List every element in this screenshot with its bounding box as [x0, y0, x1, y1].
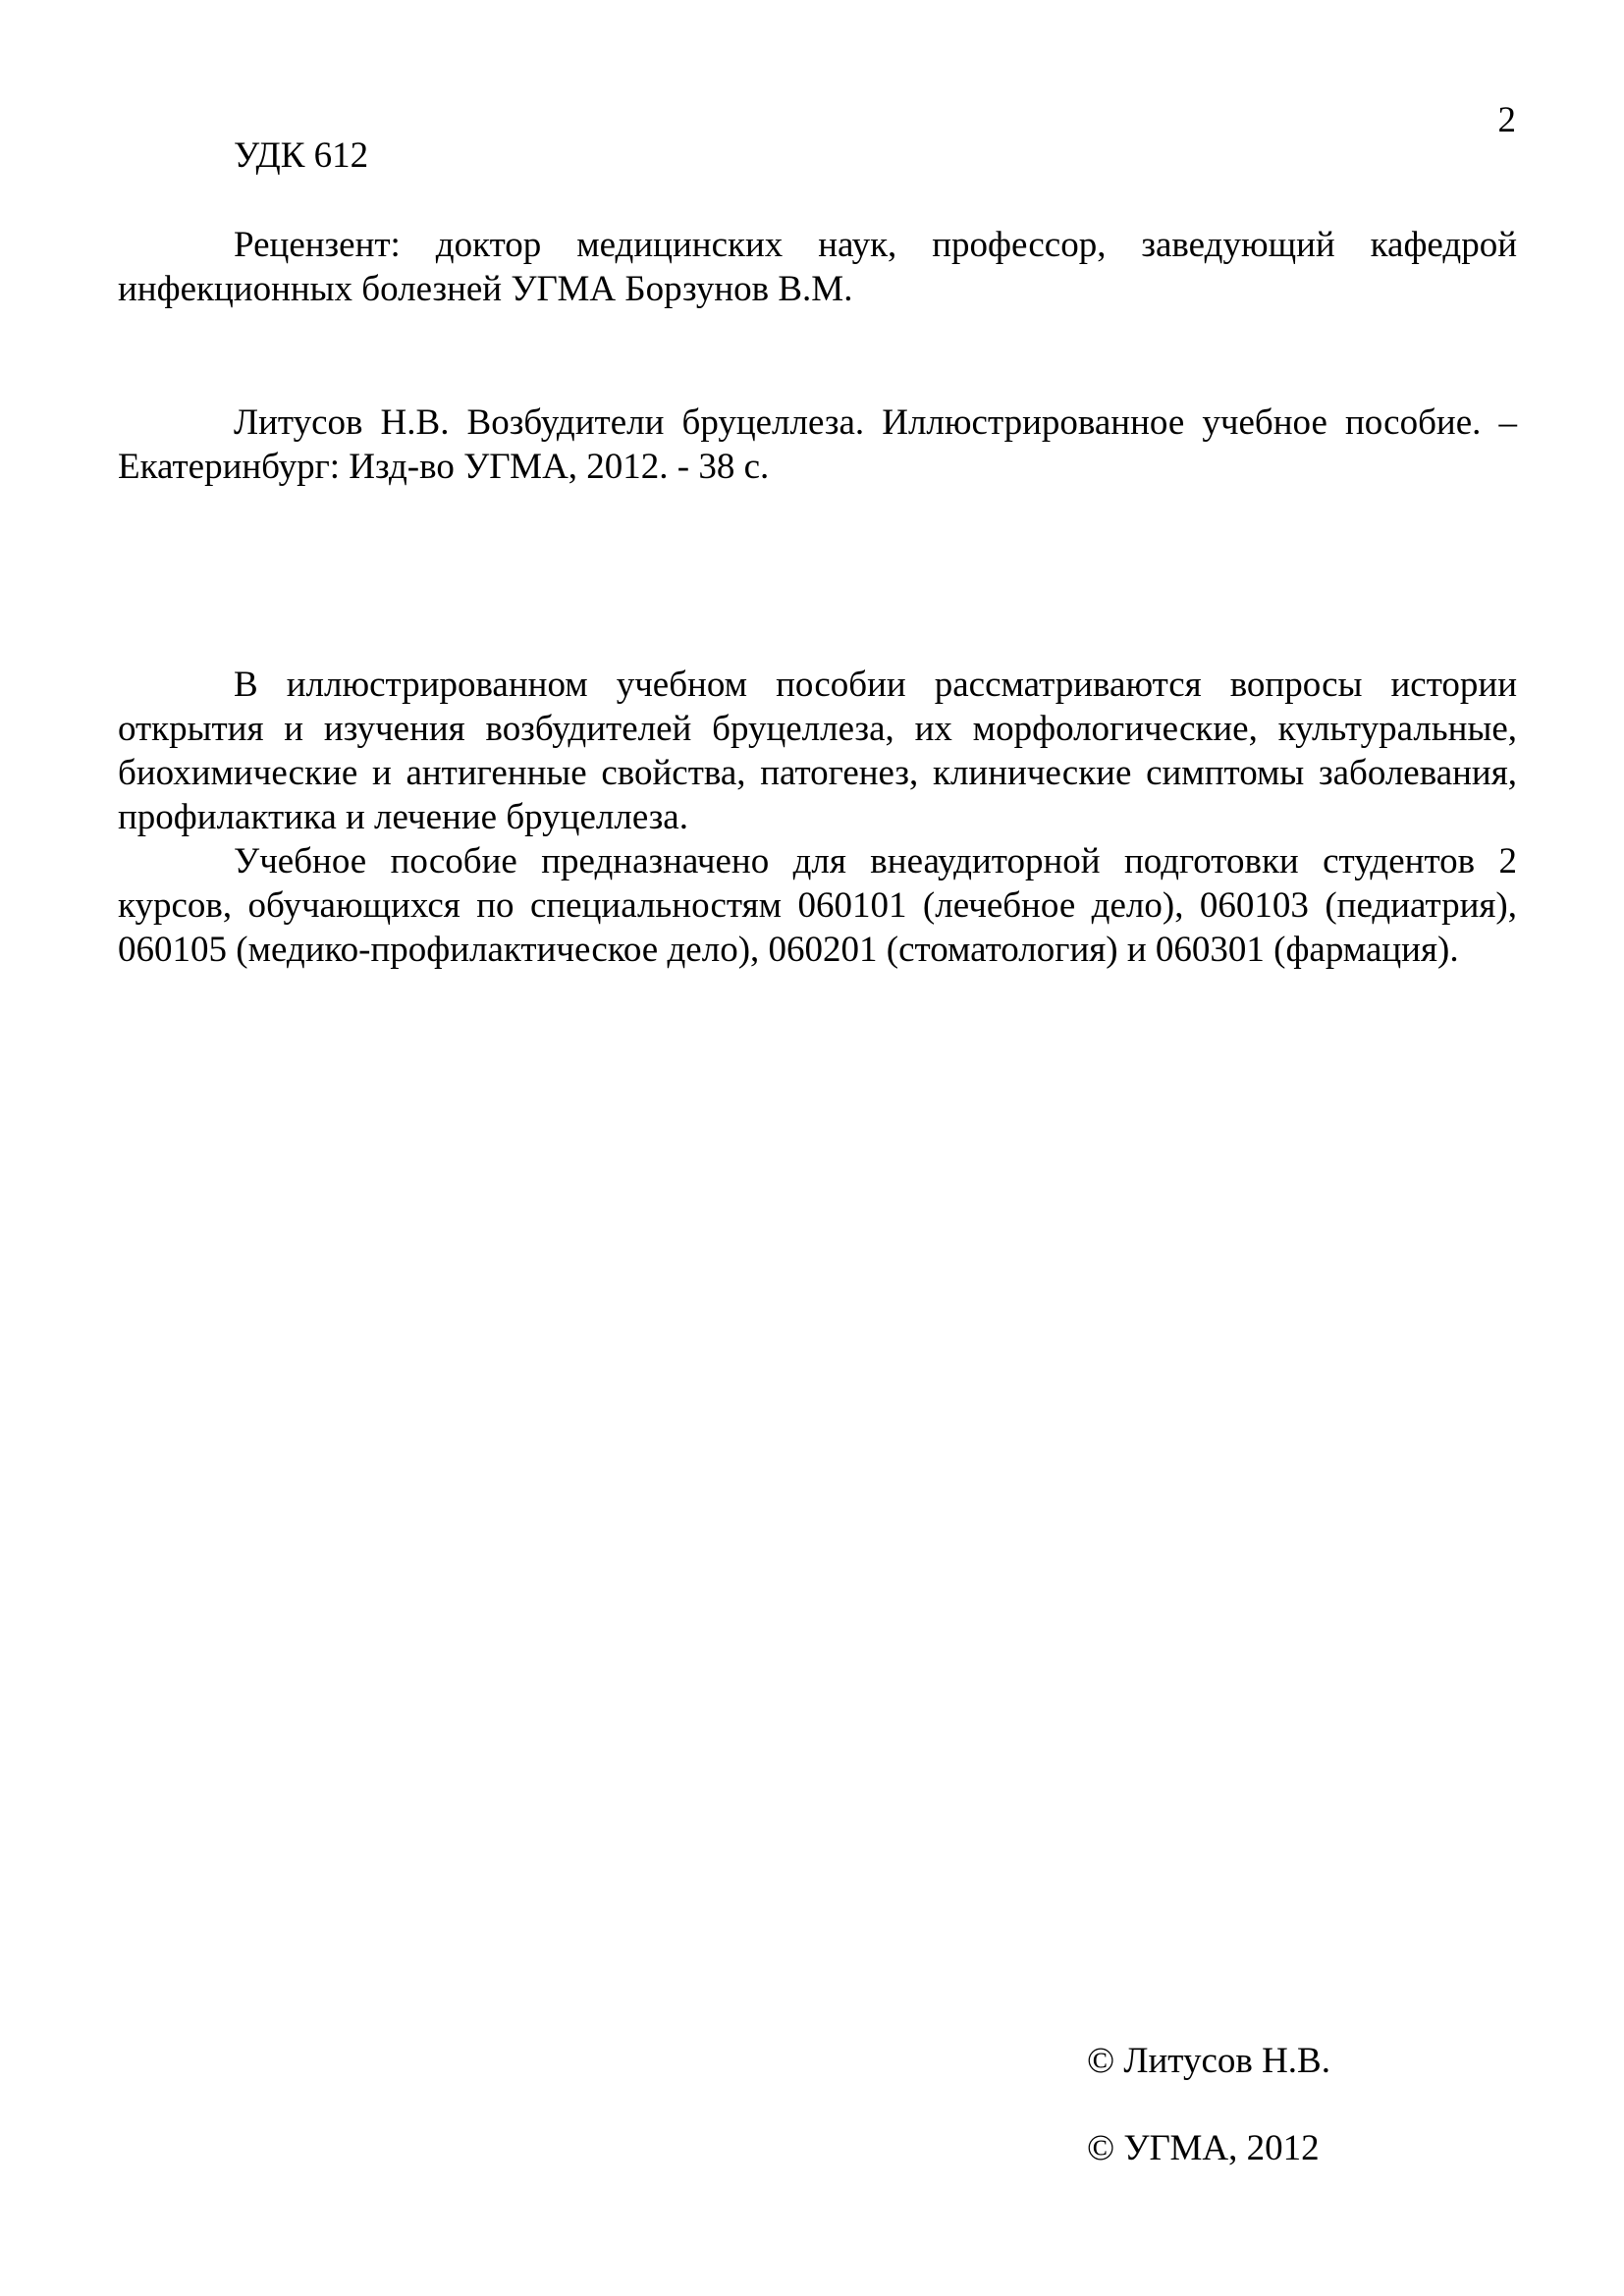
copyright-publisher: © УГМА, 2012 [1087, 2128, 1320, 2168]
page-number: 2 [1497, 100, 1516, 140]
abstract [118, 663, 1517, 972]
copyright-author: © Литусов Н.В. [1087, 2041, 1330, 2081]
abstract-paragraph: Учебное пособие предназначено для внеаудиторной подготовки студентов 2 курсов, обучающихся по специальностям 060101 (лечебное дело), 060103 (педиатрия), 060105 (медико-профилактическое дело), 060201 (стоматология) и 060301 (фармация). [118, 841, 1517, 970]
bibliographic-citation: Литусов Н.В. Возбудители бруцеллеза. Иллюстрированное учебное пособие. – Екатеринбург: Изд-во УГМА, 2012. - 38 с. [118, 402, 1517, 487]
abstract-paragraph: В иллюстрированном учебном пособии рассматриваются вопросы истории открытия и изучения возбудителей бруцеллеза, их морфологические, культуральные, биохимические и антигенные свойства, патогенез, клинические симптомы заболевания, профилактика и лечение бруцеллеза. [118, 665, 1517, 837]
reviewer-info: Рецензент: доктор медицинских наук, профессор, заведующий кафедрой инфекционных болезней УГМА Борзунов В.М. [118, 225, 1517, 309]
udc-code: УДК 612 [234, 135, 369, 176]
copyright-block [1087, 2039, 1330, 2214]
